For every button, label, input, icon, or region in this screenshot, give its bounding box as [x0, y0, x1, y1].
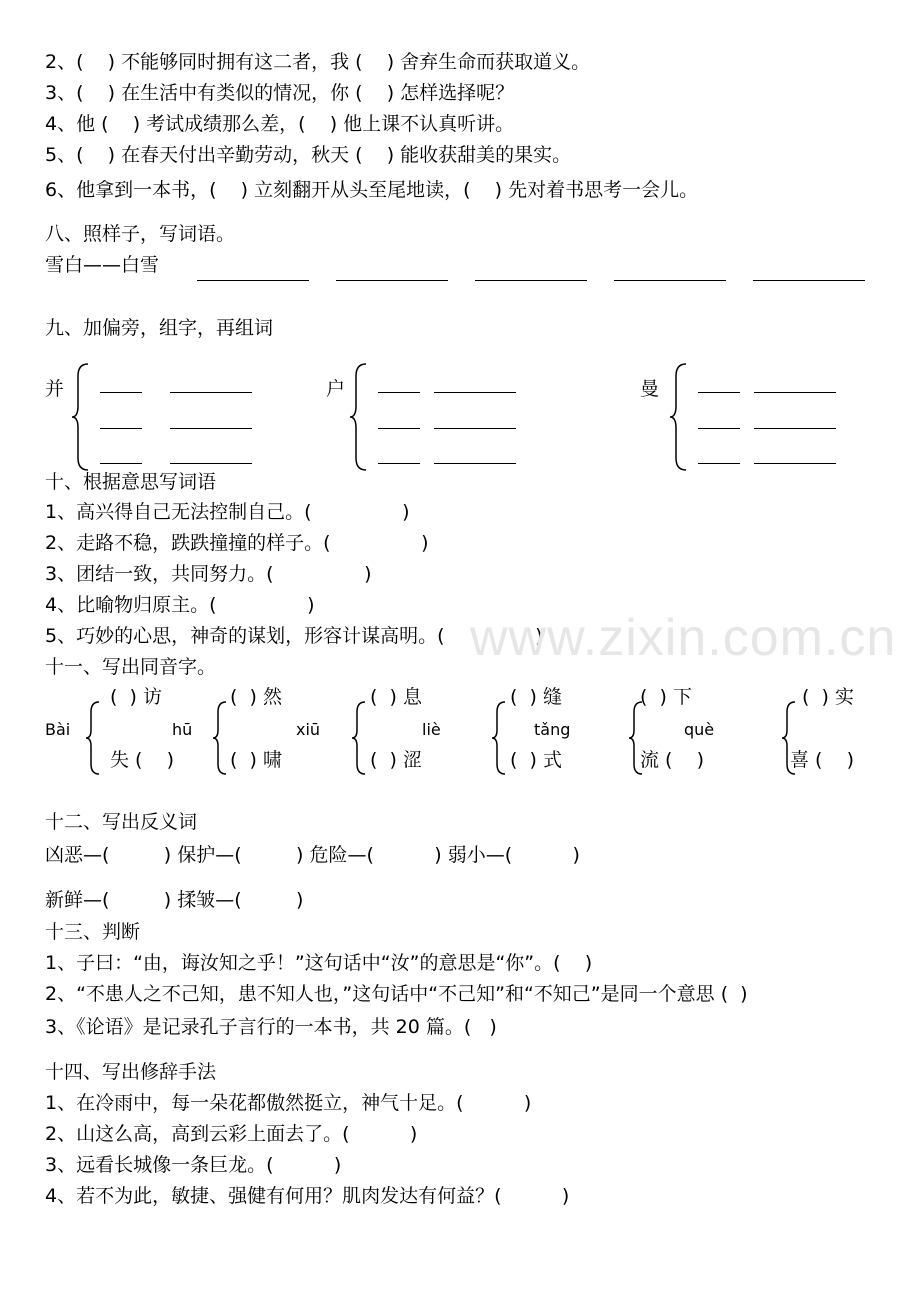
s11-pinyin-que: què	[684, 720, 715, 739]
s11-g5-bottom: 流 ( )	[640, 749, 705, 771]
s9-blank[interactable]	[170, 428, 252, 429]
s11-g1-bottom: 失 ( )	[110, 749, 175, 771]
s11-pinyin-bai: Bài	[45, 720, 71, 739]
s11-g4-top: ( ) 缝	[510, 686, 562, 708]
s9-blank[interactable]	[100, 428, 142, 429]
s11-g2-top: ( ) 然	[230, 686, 282, 708]
s9-blank[interactable]	[434, 392, 516, 393]
s8-blank-4[interactable]	[614, 280, 726, 281]
s8-title: 八、照样子，写词语。	[45, 223, 236, 245]
s9-blank[interactable]	[434, 463, 516, 464]
s12-title: 十二、写出反义词	[45, 811, 198, 833]
s14-item-4: 4、若不为此，敏捷、强健有何用？肌肉发达有何益？( )	[45, 1185, 570, 1207]
s9-blank[interactable]	[378, 392, 420, 393]
s9-title: 九、加偏旁，组字，再组词	[45, 317, 274, 339]
s11-title: 十一、写出同音字。	[45, 656, 217, 678]
s7-q4: 4、他 ( ) 考试成绩那么差，( ) 他上课不认真听讲。	[45, 113, 515, 135]
s10-item-1: 1、高兴得自己无法控制自己。( )	[45, 501, 410, 523]
s11-g6-bottom: 喜 ( )	[790, 749, 855, 771]
s8-blank-2[interactable]	[336, 280, 448, 281]
s11-pinyin-tang: tǎng	[534, 720, 571, 739]
s9-blank[interactable]	[434, 428, 516, 429]
s11-brace-4	[490, 700, 508, 776]
s14-item-3: 3、远看长城像一条巨龙。( )	[45, 1154, 342, 1176]
s11-g3-bottom: ( ) 涩	[370, 749, 422, 771]
watermark: www.zixin.com.cn	[470, 609, 897, 667]
s10-item-5: 5、巧妙的心思，神奇的谋划，形容计谋高明。( )	[45, 625, 543, 647]
s9-brace-3	[668, 362, 690, 472]
s13-item-1: 1、子曰：“由，诲汝知之乎！”这句话中“汝”的意思是“你”。( )	[45, 952, 593, 974]
s7-q6: 6、他拿到一本书，( ) 立刻翻开从头至尾地读，( ) 先对着书思考一会儿。	[45, 179, 699, 201]
s9-blank[interactable]	[754, 392, 836, 393]
s8-blank-1[interactable]	[197, 280, 309, 281]
s10-item-4: 4、比喻物归原主。( )	[45, 594, 315, 616]
s11-g2-bottom: ( ) 啸	[230, 749, 282, 771]
s13-title: 十三、判断	[45, 921, 141, 943]
s11-pinyin-lie: liè	[422, 720, 441, 739]
s11-pinyin-hu: hū	[172, 720, 193, 739]
s8-example: 雪白——白雪	[45, 254, 160, 276]
s9-char-hu: 户	[326, 378, 346, 400]
s9-blank[interactable]	[170, 392, 252, 393]
s11-g5-top: ( ) 下	[640, 686, 692, 708]
s10-title: 十、根据意思写词语	[45, 471, 217, 493]
s9-blank[interactable]	[378, 463, 420, 464]
s8-blank-3[interactable]	[475, 280, 587, 281]
s9-blank[interactable]	[100, 463, 142, 464]
s11-g1-top: ( ) 访	[110, 686, 162, 708]
s9-blank[interactable]	[170, 463, 252, 464]
s9-blank[interactable]	[754, 428, 836, 429]
s13-item-2: 2、“不患人之不己知，患不知人也，”这句话中“不己知”和“不知己”是同一个意思 ( )	[45, 983, 748, 1005]
s11-g4-bottom: ( ) 式	[510, 749, 562, 771]
s13-item-3: 3、《论语》是记录孔子言行的一本书，共 20 篇。( )	[45, 1016, 497, 1038]
s11-brace-3	[350, 700, 368, 776]
s9-brace-2	[348, 362, 370, 472]
s10-item-3: 3、团结一致，共同努力。( )	[45, 563, 372, 585]
s7-q5: 5、( ) 在春天付出辛勤劳动，秋天 ( ) 能收获甜美的果实。	[45, 144, 572, 166]
s11-pinyin-xiu: xiū	[296, 720, 321, 739]
s9-blank[interactable]	[378, 428, 420, 429]
s8-blank-5[interactable]	[753, 280, 865, 281]
s7-q3: 3、( ) 在生活中有类似的情况，你 ( ) 怎样选择呢？	[45, 82, 515, 104]
s14-title: 十四、写出修辞手法	[45, 1061, 217, 1083]
s11-g3-top: ( ) 息	[370, 686, 422, 708]
s9-blank[interactable]	[698, 463, 740, 464]
s10-item-2: 2、走路不稳，跌跌撞撞的样子。( )	[45, 532, 429, 554]
s11-brace-2	[211, 700, 229, 776]
s12-row-1: 凶恶—( ) 保护—( ) 危险—( ) 弱小—( )	[45, 844, 580, 866]
s11-brace-1	[84, 700, 102, 776]
s12-row-2: 新鲜—( ) 揉皱—( )	[45, 889, 304, 911]
s9-blank[interactable]	[100, 392, 142, 393]
s7-q2: 2、( ) 不能够同时拥有这二者，我 ( ) 舍弃生命而获取道义。	[45, 51, 591, 73]
s11-g6-top: ( ) 实	[802, 686, 854, 708]
s14-item-2: 2、山这么高，高到云彩上面去了。( )	[45, 1123, 418, 1145]
s9-brace-1	[70, 362, 92, 472]
s9-blank[interactable]	[754, 463, 836, 464]
s14-item-1: 1、在冷雨中，每一朵花都傲然挺立，神气十足。( )	[45, 1092, 532, 1114]
s9-blank[interactable]	[698, 428, 740, 429]
s9-blank[interactable]	[698, 392, 740, 393]
s9-char-man: 曼	[640, 378, 660, 400]
s9-char-bing: 并	[45, 378, 65, 400]
